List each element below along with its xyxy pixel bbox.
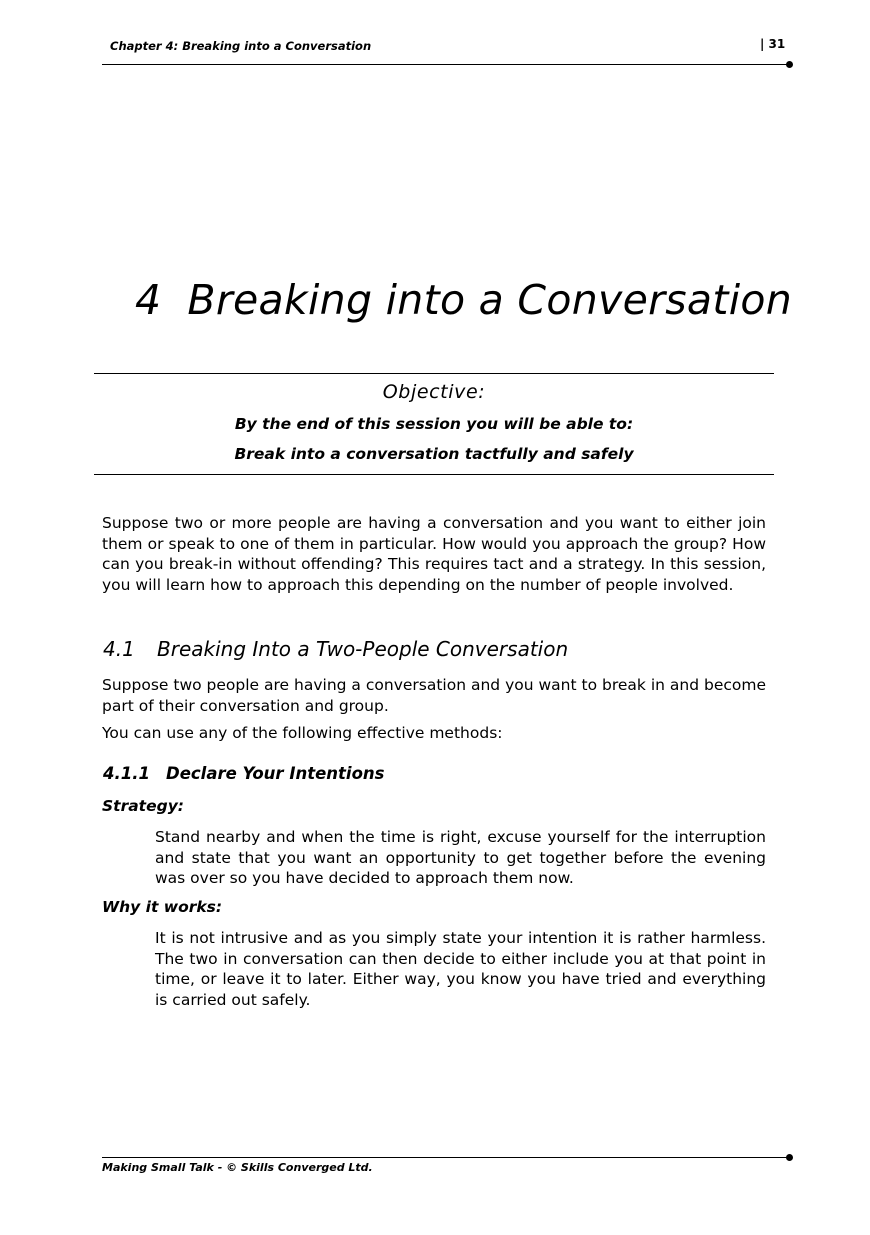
- objective-line-2: Break into a conversation tactfully and safely: [234, 445, 634, 463]
- objective-heading: Objective:: [382, 381, 486, 403]
- section-number: 4.1: [103, 637, 135, 661]
- section-4-1-paragraph-1: Suppose two people are having a conversation and you want to break in and become part of their conversation and group.: [102, 676, 766, 715]
- intro-paragraph: Suppose two or more people are having a conversation and you want to either join them or speak to one of them in particular. How would you approach the group? How can you break-in without offending? This requires tact and a strategy. In this session, you will learn how to approach this depending on the number of people involved.: [102, 514, 766, 594]
- section-heading-4-1: [103, 637, 568, 661]
- section-title: Breaking Into a Two-People Conversation: [157, 637, 569, 661]
- running-footer: Making Small Talk - © Skills Converged Ltd.: [102, 1161, 373, 1174]
- chapter-title-text: Breaking into a Conversation: [187, 276, 793, 324]
- objective-line-1: By the end of this session you will be able to:: [234, 415, 634, 433]
- why-it-works-label: Why it works:: [102, 898, 223, 916]
- strategy-label: Strategy:: [102, 797, 184, 815]
- subsection-number: 4.1.1: [103, 764, 150, 783]
- footer-rule-dot: [786, 1154, 793, 1161]
- chapter-number: 4: [135, 276, 162, 324]
- objective-box: [94, 373, 774, 475]
- page-number: | 31: [760, 37, 786, 51]
- running-header-chapter: Chapter 4: Breaking into a Conversation: [110, 39, 372, 53]
- header-rule-dot: [786, 61, 793, 68]
- footer-rule: [102, 1157, 788, 1158]
- why-it-works-text: It is not intrusive and as you simply state your intention it is rather harmless. The two in conversation can then decide to either include you at that point in time, or leave it to later. Either way, you know you have tried and everything is carried out safely.: [155, 929, 766, 1009]
- section-heading-4-1-1: [103, 764, 384, 783]
- strategy-text: Stand nearby and when the time is right, excuse yourself for the interruption and state that you want an opportunity to get together before the evening was over so you have decided to approach them now.: [155, 828, 766, 887]
- chapter-title: [135, 276, 792, 324]
- section-4-1-paragraph-2: You can use any of the following effective methods:: [102, 724, 503, 742]
- header-rule: [102, 64, 788, 65]
- subsection-title: Declare Your Intentions: [166, 764, 385, 783]
